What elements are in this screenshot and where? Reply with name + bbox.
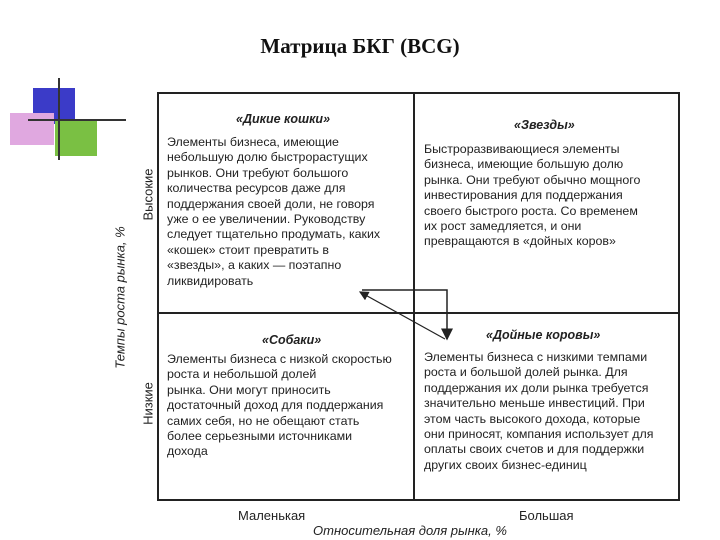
x-axis-title: Относительная доля рынка, % <box>313 523 507 538</box>
deco-horizontal-line <box>28 119 126 121</box>
quadrant-wildcats-text: Элементы бизнеса, имеющие небольшую долю быстрорастущих рынков. Они требуют большого количества ресурсов даже для поддержания своей доли, не говоря уже о ее увеличении. Руководству следует тщательно продумать, каких «кошек» стоит превратить в «звезды», а каких — поэтапно ликвидировать <box>167 135 381 288</box>
quadrant-stars-text: Быстроразвивающиеся элементы бизнеса, имеющие большую долю рынка. Они требуют обычно мощного инвестирования для поддержания своего быстрого роста. Со временем их рост замедляется, и они превращаются в «дойных коров» <box>424 142 641 249</box>
y-axis-title: Темпы роста рынка, % <box>112 226 128 369</box>
y-axis-high-label: Высокие <box>140 168 156 221</box>
quadrant-cows-title: «Дойные коровы» <box>486 328 601 342</box>
y-axis-low-label: Низкие <box>140 382 156 425</box>
quadrant-stars-title: «Звезды» <box>514 118 575 132</box>
page-title: Матрица БКГ (BCG) <box>260 34 460 58</box>
deco-pink-square <box>10 113 54 145</box>
x-axis-high-label: Большая <box>519 508 574 523</box>
quadrant-cows-text: Элементы бизнеса с низкими темпами роста и большой долей рынка. Для поддержания их доли рынка требуется значительно меньше инвестиций. При этом часть высокого дохода, которые они приносят, компания использует для оплаты своих счетов и для поддержки других своих бизнес-единиц <box>424 350 654 472</box>
x-axis-low-label: Маленькая <box>238 508 306 523</box>
matrix-vertical-divider <box>413 92 415 501</box>
quadrant-dogs-title: «Собаки» <box>262 333 322 347</box>
matrix-horizontal-divider <box>157 312 680 314</box>
quadrant-wildcats-title: «Дикие кошки» <box>236 112 331 126</box>
quadrant-dogs-text: Элементы бизнеса с низкой скоростью роста и небольшой долей рынка. Они могут приносить достаточный доход для поддержания самих себя, но не обещают стать более серьезными источниками дохода <box>167 352 392 459</box>
deco-green-square <box>55 120 97 156</box>
